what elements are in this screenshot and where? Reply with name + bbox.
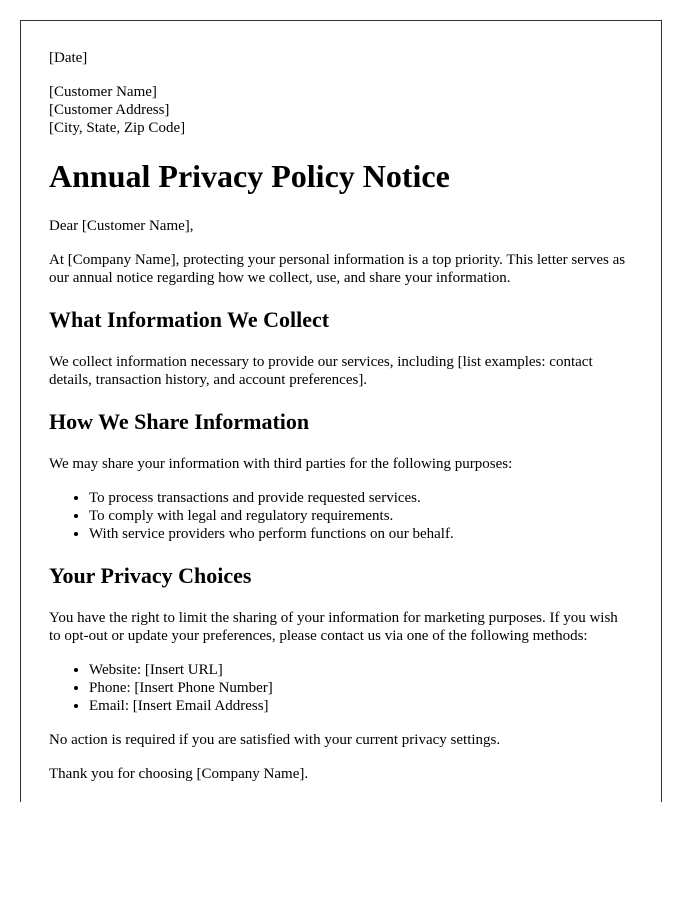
section-heading-choices: Your Privacy Choices [49, 563, 252, 588]
recipient-address: [Customer Address] [49, 102, 170, 118]
section-body-collect: We collect information necessary to provide our services, including [list examples: contact details, transaction history, and account preferences]. [49, 354, 593, 388]
list-item: • With service providers who perform functions on our behalf. [89, 525, 632, 543]
share-purposes-list [49, 489, 632, 543]
list-item: • Email: [Insert Email Address] [89, 697, 632, 715]
recipient-block [49, 83, 632, 137]
page-title: Annual Privacy Policy Notice [49, 158, 450, 194]
list-item: • Website: [Insert URL] [89, 661, 632, 679]
date: [Date] [49, 50, 88, 66]
recipient-name: [Customer Name] [49, 84, 157, 100]
section-heading-share: How We Share Information [49, 409, 310, 434]
section-body-choices: You have the right to limit the sharing of your information for marketing purposes. If you wish to opt-out or update your preferences, please contact us via one of the following methods: [49, 610, 618, 644]
list-item: • To process transactions and provide requested services. [89, 489, 632, 507]
list-item: • Phone: [Insert Phone Number] [89, 679, 632, 697]
thanks: Thank you for choosing [Company Name]. [49, 766, 309, 782]
salutation: Dear [Customer Name], [49, 218, 194, 234]
intro-paragraph: At [Company Name], protecting your personal information is a top priority. This letter serves as our annual notice regarding how we collect, use, and share your information. [49, 252, 626, 286]
contact-methods-list [49, 661, 632, 715]
section-heading-collect: What Information We Collect [49, 307, 330, 332]
list-item: • To comply with legal and regulatory requirements. [89, 507, 632, 525]
recipient-city: [City, State, Zip Code] [49, 120, 186, 136]
letter [20, 20, 662, 802]
section-body-share: We may share your information with third parties for the following purposes: [49, 456, 513, 472]
closing-note: No action is required if you are satisfied with your current privacy settings. [49, 732, 501, 748]
